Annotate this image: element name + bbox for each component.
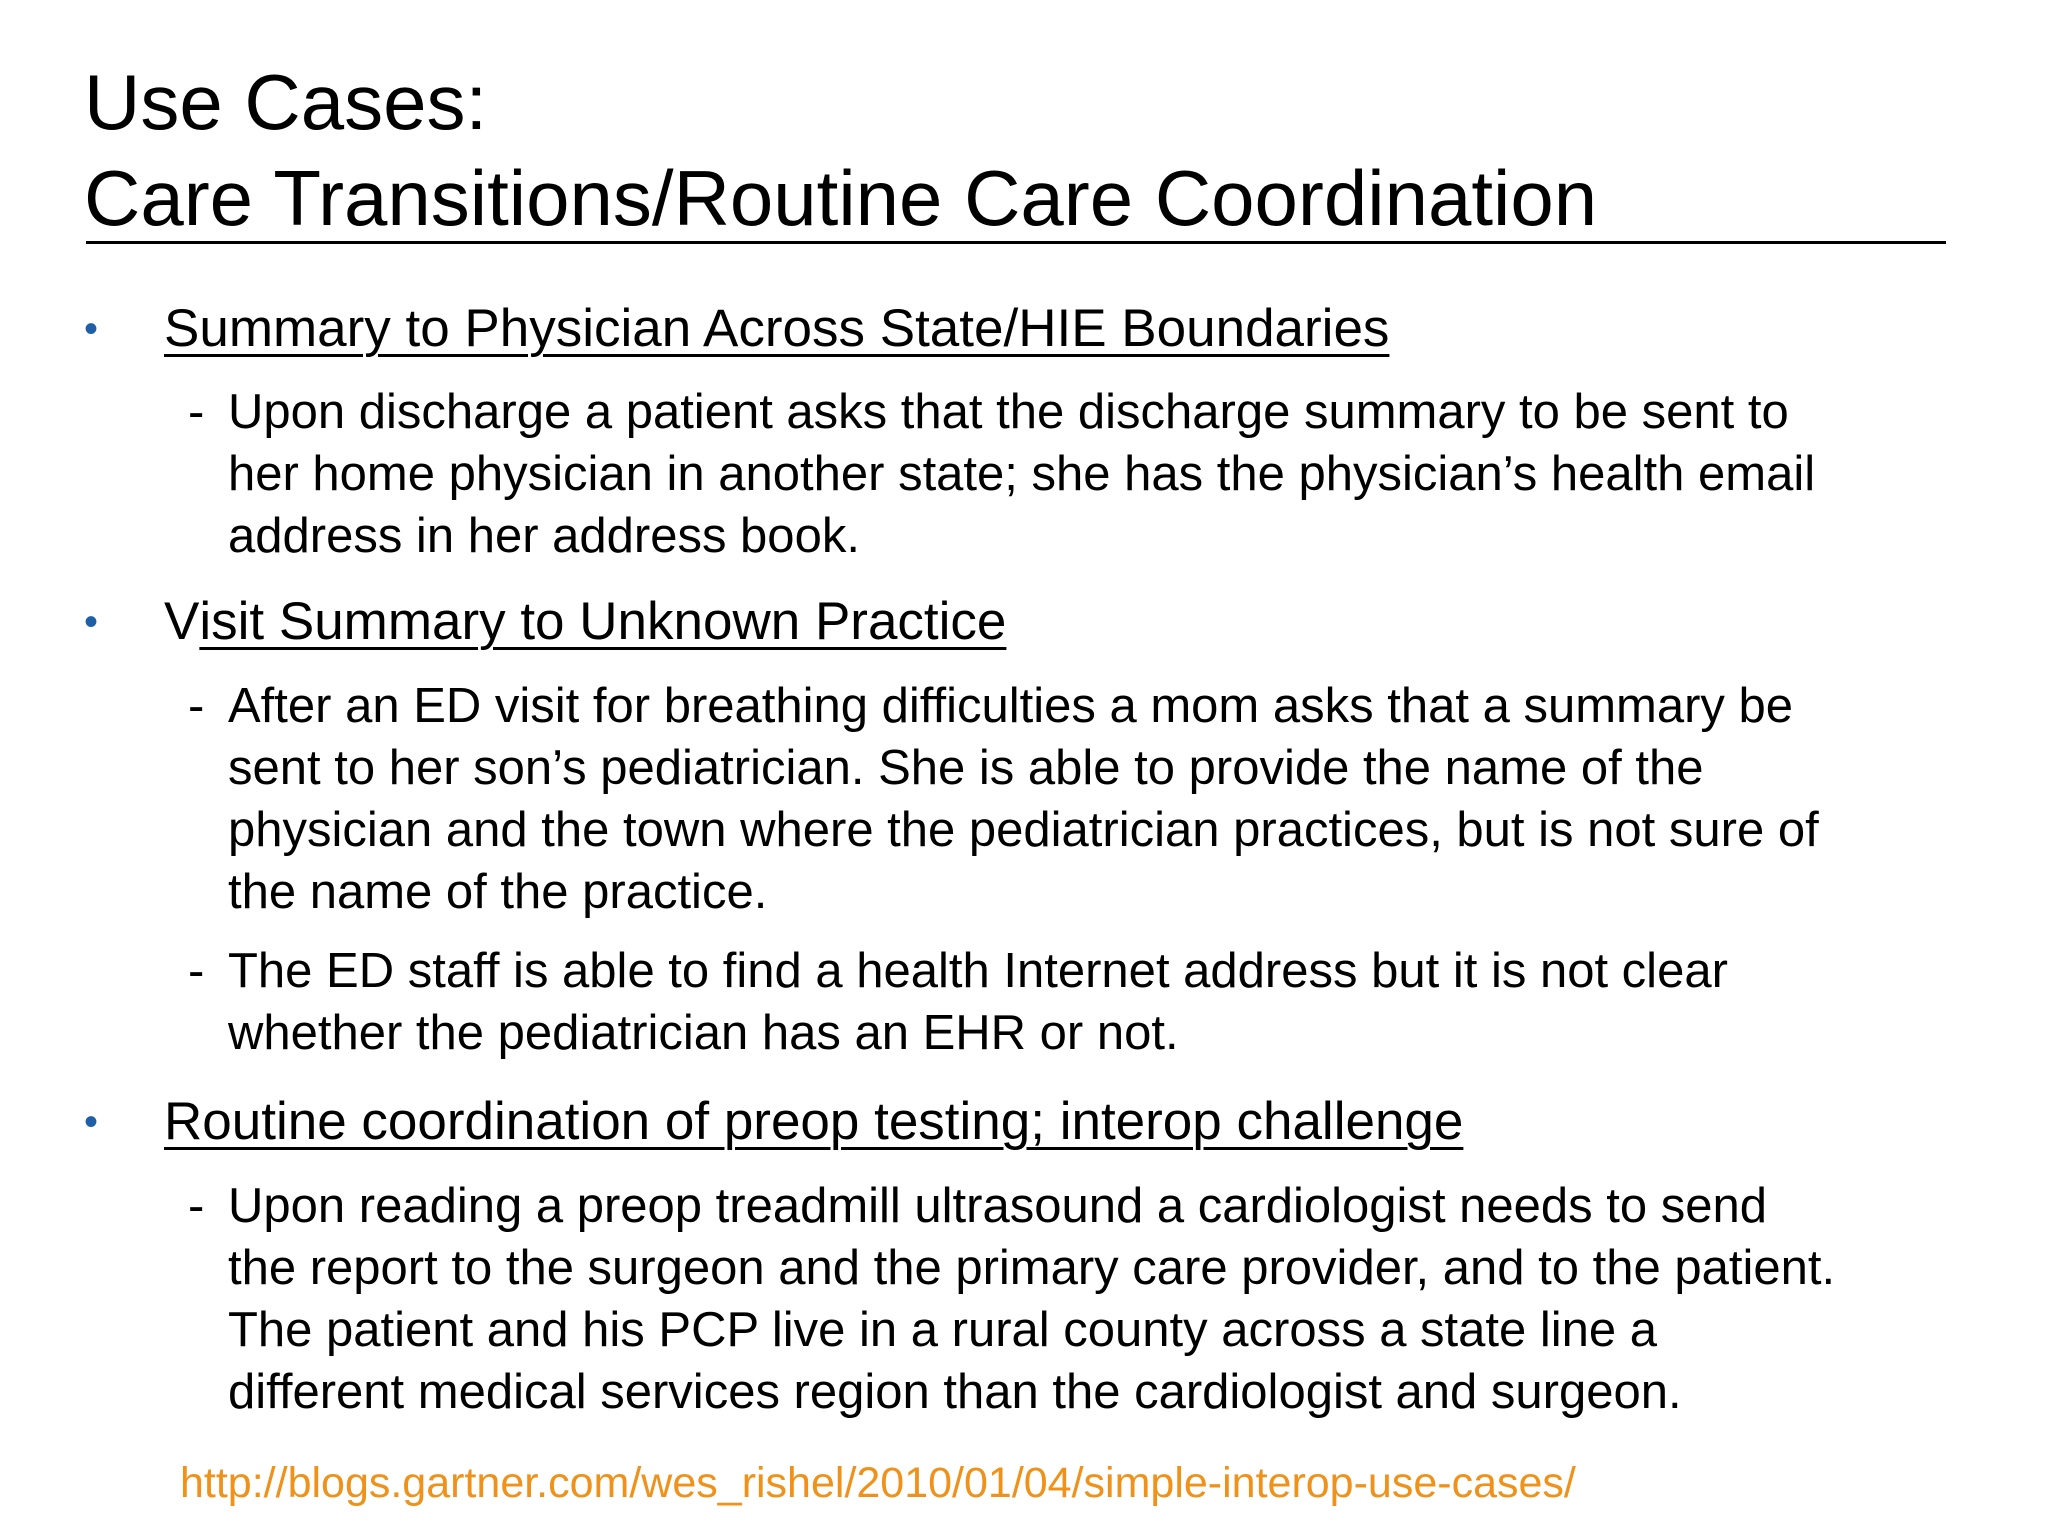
sub-point-text [228,675,1948,923]
slide-title-line-2: Care Transitions/Routine Care Coordination [84,154,1598,242]
dash-marker-icon: - [188,1179,205,1233]
bullet-dot-icon: • [84,600,99,644]
dash-marker-icon: - [188,944,205,998]
dash-marker-icon: - [188,385,205,439]
sub-point-text [228,381,1948,567]
sub-point-line: sent to her son’s pediatrician. She is able to provide the name of the [228,741,1704,795]
sub-point-text [228,940,1948,1064]
sub-point-line: The ED staff is able to find a health Internet address but it is not clear [228,944,1728,998]
sub-point-line: The patient and his PCP live in a rural county across a state line a [228,1303,1658,1357]
sub-point-line: her home physician in another state; she has the physician’s health email [228,447,1816,501]
sub-point-line: the name of the practice. [228,865,768,919]
slide-title-line-1: Use Cases: [84,58,488,146]
bullet-heading [164,1090,1463,1154]
bullet-dot-icon: • [84,1100,99,1144]
bullet-heading [164,297,1389,361]
bullet-heading [164,590,1006,654]
bullet-heading-text: Summary to Physician Across State/HIE Boundaries [164,299,1390,358]
bullet-heading-text: Routine coordination of preop testing; interop challenge [164,1092,1464,1151]
sub-point-line: physician and the town where the pediatrician practices, but is not sure of [228,803,1819,857]
bullet-dot-icon: • [84,307,99,351]
sub-point-line: the report to the surgeon and the primary care provider, and to the patient. [228,1241,1836,1295]
source-link[interactable]: http://blogs.gartner.com/wes_rishel/2010/01/04/simple-interop-use-cases/ [180,1459,1576,1507]
bullet-heading-text: isit Summary to Unknown Practice [199,592,1007,651]
sub-point-line: Upon discharge a patient asks that the discharge summary to be sent to [228,385,1789,439]
bullet-heading-first: V [164,592,200,651]
sub-point-line: different medical services region than the cardiologist and surgeon. [228,1365,1682,1419]
sub-point-line: address in her address book. [228,509,860,563]
sub-point-text [228,1175,1948,1423]
sub-point-line: After an ED visit for breathing difficulties a mom asks that a summary be [228,679,1794,733]
dash-marker-icon: - [188,679,205,733]
sub-point-line: whether the pediatrician has an EHR or not. [228,1006,1179,1060]
sub-point-line: Upon reading a preop treadmill ultrasound a cardiologist needs to send [228,1179,1768,1233]
